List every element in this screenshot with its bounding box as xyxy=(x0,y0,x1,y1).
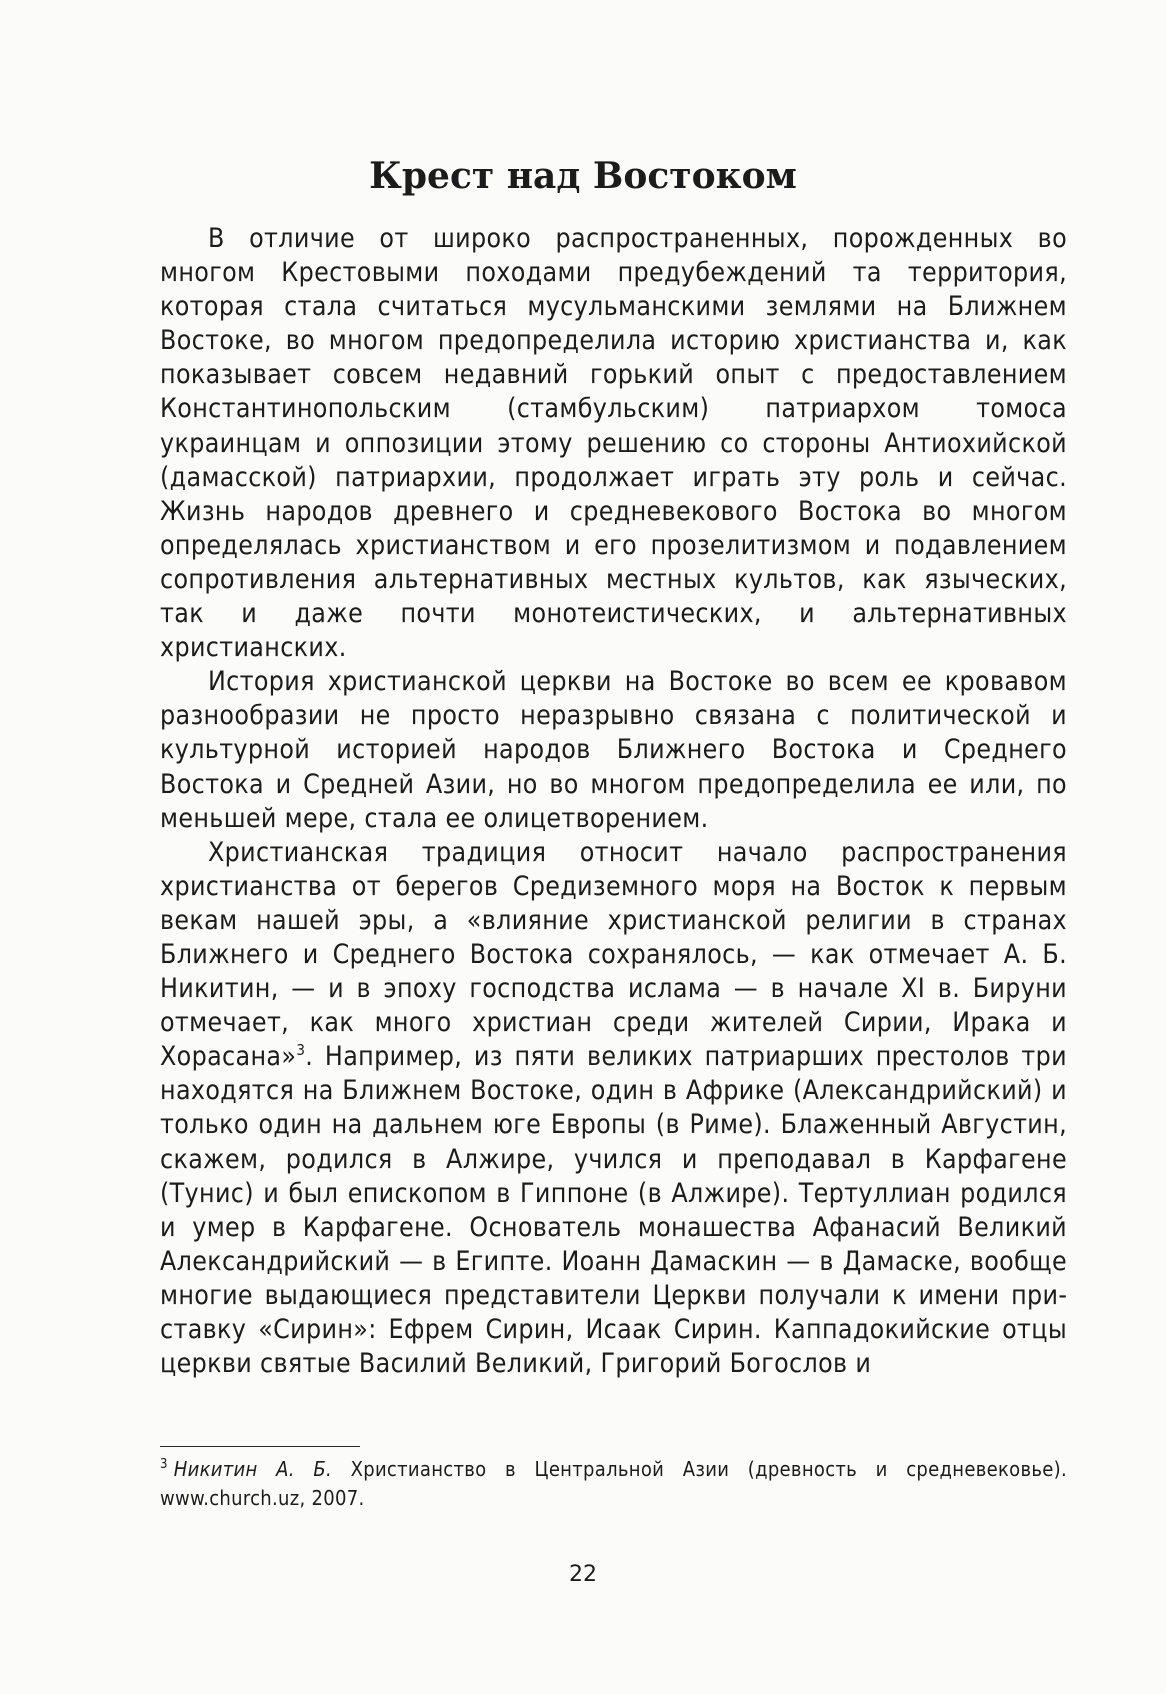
paragraph-3-part-1: Христианская традиция относит начало распространения христианства от берегов Средиземного моря на Восток к первым векам нашей эры, а «влияние христианской религии в странах Ближнего и Среднего Востока сохранялось, — как отмечает А. Б. Никитин, — и в эпоху господства ислама — в начале XI в. Бируни отмечает, как много христиан среди жителей Сирии, Ирака и Хорасана» xyxy=(160,836,1067,1073)
footnote-divider xyxy=(160,1446,360,1447)
footnote-text: Христианство в Центральной Азии (древность и средневековье). www.church.uz, 2007. xyxy=(160,1457,1067,1510)
chapter-title: Крест над Востоком xyxy=(369,155,797,197)
paragraph-1: В отличие от широко распространенных, порожденных во многом Крестовыми походами предубеждений та территория, которая стала считаться мусульманскими землями на Ближнем Востоке, во многом предопределила историю христианства и, как показывает совсем недавний горький опыт с предоставлением Константинопольским (стамбульским) патриархом томоса украинцам и оппозиции этому решению со стороны Антиохийской (дамасской) патриархии, продолжает играть эту роль и сейчас. Жизнь народов древнего и средневекового Востока во многом определялась христианством и его прозелитизмом и подавлением сопротивления альтернативных местных культов, как языческих, так и даже почти монотеистических, и альтернативных христианских. xyxy=(160,223,1067,664)
paragraph-2: История христианской церкви на Востоке во всем ее кровавом разнообразии не просто неразрывно связана с политической и культурной историей народов Ближнего Востока и Среднего Востока и Средней Азии, но во многом предопределила ее или, по меньшей мере, стала ее олицетворением. xyxy=(160,666,1067,834)
footnote-number: 3 xyxy=(160,1457,168,1473)
footnote xyxy=(160,1455,1067,1513)
footnote-reference: 3 xyxy=(296,1041,306,1060)
paragraph-3 xyxy=(160,836,1067,1382)
paragraph-3-part-2: . Например, из пяти великих патриарших престолов три находятся на Ближнем Востоке, один в Африке (Александрийский) и только один на дальнем юге Европы (в Риме). Блаженный Августин, скажем, родился в Алжире, учился и преподавал в Карфагене (Тунис) и был епископом в Гиппоне (в Алжире). Тертуллиан родился и умер в Карфагене. Основатель монашества Афанасий Великий Александрийский — в Египте. Иоанн Дамаскин — в Дамаске, вообще многие выдающиеся представители Церкви получали к имени приставку «Сирин»: Ефрем Сирин, Исаак Сирин. Каппадокийские отцы церкви святые Василий Великий, Григорий Богослов и xyxy=(160,1041,1067,1380)
main-text xyxy=(160,222,1067,1381)
page-number: 22 xyxy=(569,1562,597,1587)
footnote-author: Никитин А. Б. xyxy=(173,1457,333,1481)
